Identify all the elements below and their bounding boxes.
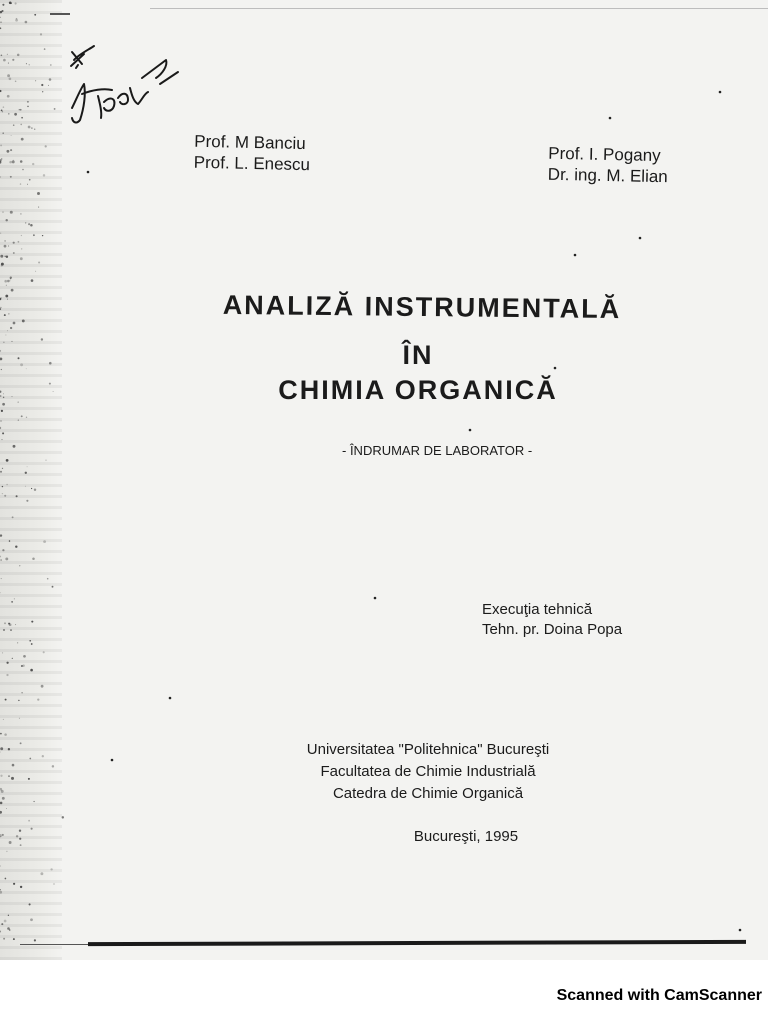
subtitle: - ÎNDRUMAR DE LABORATOR -	[342, 443, 533, 458]
scanner-watermark: Scanned with CamScanner	[556, 987, 762, 1004]
author-name: Dr. ing. M. Elian	[547, 164, 668, 187]
institution-department: Catedra de Chimie Organică	[332, 785, 524, 802]
author-name: Prof. I. Pogany	[548, 143, 661, 166]
title-line-1: ANALIZĂ INSTRUMENTALĂ	[222, 289, 622, 325]
handwritten-signature	[58, 38, 188, 138]
title-line-3: CHIMIA ORGANICĂ	[278, 375, 558, 405]
authors-left	[194, 131, 311, 175]
place-date: Bucureşti, 1995	[413, 828, 519, 845]
institution-university: Universitatea "Politehnica" Bucureşti	[306, 741, 550, 758]
top-rule	[150, 8, 768, 9]
institution-faculty: Facultatea de Chimie Industrială	[320, 763, 536, 780]
authors-right	[548, 143, 669, 188]
author-name: Prof. M Banciu	[194, 131, 306, 154]
execution-label: Execuţia tehnică	[482, 601, 593, 618]
bottom-rule-left	[20, 944, 88, 945]
execution-person: Tehn. pr. Doina Popa	[482, 621, 623, 638]
title-line-2: ÎN	[402, 340, 434, 370]
technical-execution	[482, 600, 622, 640]
top-mark	[50, 13, 70, 15]
author-name: Prof. L. Enescu	[193, 152, 311, 175]
